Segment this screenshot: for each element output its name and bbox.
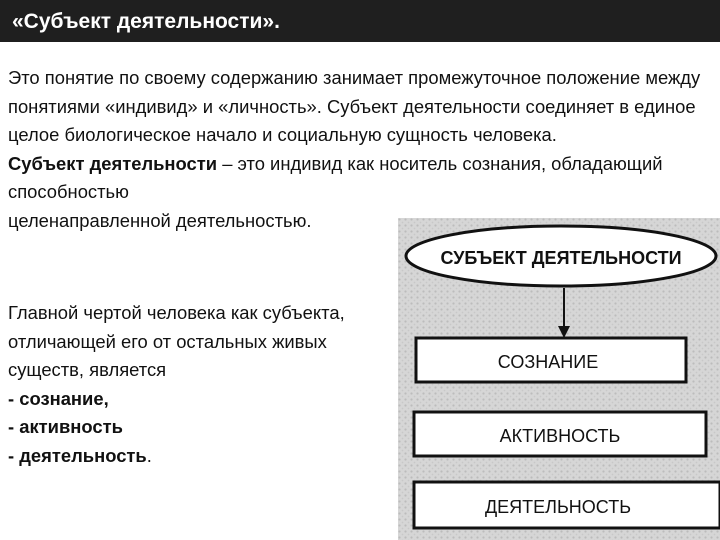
- box-label: ДЕЯТЕЛЬНОСТЬ: [484, 497, 632, 517]
- slide-title: «Субъект деятельности».: [8, 4, 290, 40]
- definition-intro: Это понятие по своему содержанию занимает промежуточное положение между понятиями «индивид» и «личность». Субъект деятельности соединяет в единое целое биологическое начало и социальную сущность человека.: [8, 67, 701, 145]
- subject-diagram: [398, 218, 720, 540]
- trait-item: - деятельность: [8, 444, 147, 466]
- trait-item: - сознание,: [8, 387, 109, 409]
- traits-paragraph: [8, 299, 348, 470]
- definition-end: целенаправленной деятельностью.: [8, 209, 312, 231]
- traits-period: .: [146, 444, 152, 466]
- definition-body: – это индивид как носитель сознания, обладающий способностью: [8, 152, 663, 202]
- definition-paragraph: [8, 64, 712, 235]
- traits-intro: Главной чертой человека как субъекта, отличающей его от остальных живых существ, является: [8, 302, 345, 380]
- box-label: СОЗНАНИЕ: [497, 352, 599, 372]
- trait-item: - активность: [8, 416, 123, 437]
- definition-term: Субъект деятельности: [8, 152, 218, 174]
- subject-label: СУБЪЕКТ ДЕЯТЕЛЬНОСТИ: [440, 248, 682, 268]
- box-label: АКТИВНОСТЬ: [499, 426, 621, 446]
